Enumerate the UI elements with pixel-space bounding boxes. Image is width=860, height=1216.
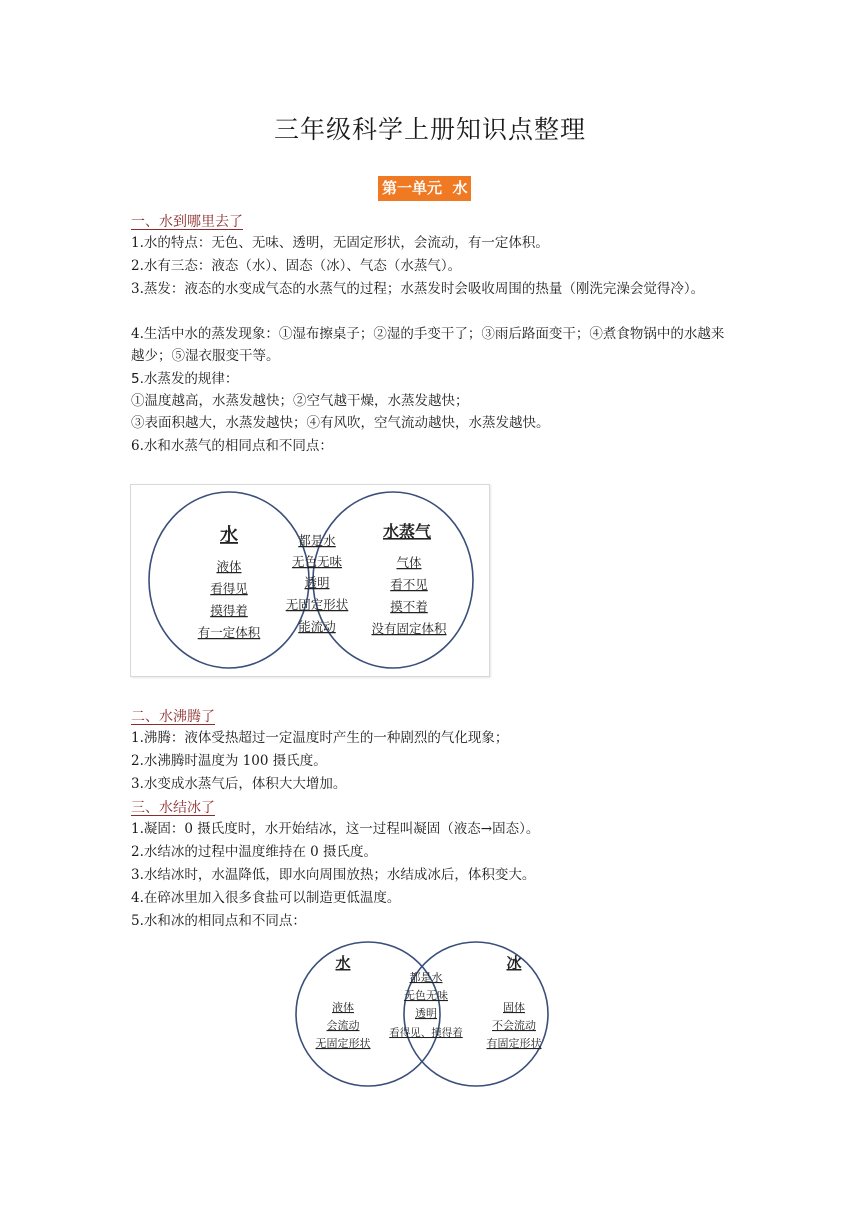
- text-line: 4.生活中水的蒸发现象：①湿布擦桌子；②湿的手变干了；③雨后路面变干；④煮食物锅中的水越来越少；⑤湿衣服变干等。: [131, 326, 725, 364]
- venn-right-item: 摸不着: [390, 599, 428, 614]
- venn-left-item: 摸得着: [210, 603, 248, 618]
- text-line: 1.沸腾：液体受热超过一定温度时产生的一种剧烈的气化现象；: [131, 730, 509, 746]
- venn-left-item: 液体: [216, 559, 242, 574]
- venn-middle-item: 能流动: [298, 619, 336, 634]
- text-line: ③表面积越大，水蒸发越快；④有风吹，空气流动越快，水蒸发越快。: [131, 415, 550, 431]
- venn-middle-item: 透明: [415, 1007, 437, 1020]
- venn-left-item: 会流动: [326, 1019, 360, 1032]
- venn-middle-item: 无固定形状: [285, 597, 349, 612]
- text-line: 1.凝固：0 摄氏度时，水开始结冰，这一过程叫凝固（液态→固态）。: [131, 821, 540, 837]
- venn-middle-item: 都是水: [298, 533, 336, 548]
- text-line: 6.水和水蒸气的相同点和不同点：: [131, 438, 333, 454]
- text-line: 5.水和冰的相同点和不同点：: [131, 913, 306, 929]
- venn-left-title: 水: [335, 954, 351, 972]
- text-line: ①温度越高，水蒸发越快；②空气越干燥，水蒸发越快；: [131, 393, 469, 409]
- section-heading-3: 三、水结冰了: [131, 800, 215, 816]
- text-line: 5.水蒸发的规律：: [131, 371, 239, 387]
- venn-middle-item: 都是水: [409, 971, 443, 984]
- text-line: 1.水的特点：无色、无味、透明，无固定形状，会流动，有一定体积。: [131, 235, 549, 251]
- text-line: 3.水变成水蒸气后，体积大大增加。: [131, 776, 347, 792]
- venn-left-item: 有一定体积: [197, 625, 261, 640]
- venn-middle-item: 无色无味: [404, 989, 448, 1002]
- venn-right-item: 气体: [396, 555, 422, 570]
- venn-left-item: 液体: [332, 1001, 354, 1014]
- text-line: 3.水结冰时，水温降低，即水向周围放热；水结成冰后，体积变大。: [131, 867, 536, 883]
- venn-right-item: 不会流动: [492, 1019, 536, 1032]
- venn-middle-item: 看得见、摸得着: [389, 1027, 463, 1039]
- venn-middle-item: 透明: [304, 575, 330, 590]
- venn-diagram-water-steam: [130, 484, 490, 677]
- venn-circle-left: [149, 492, 309, 668]
- venn-right-item: 没有固定体积: [371, 621, 447, 636]
- page-title: 三年级科学上册知识点整理: [273, 115, 586, 144]
- venn-right-item: 有固定形状: [486, 1037, 542, 1050]
- venn-right-title: 冰: [506, 954, 522, 972]
- venn-left-title: 水: [220, 525, 238, 546]
- venn-diagram-water-ice: [290, 936, 560, 1092]
- text-line: 2.水有三态：液态（水）、固态（冰）、气态（水蒸气）。: [131, 258, 462, 274]
- venn-right-title: 水蒸气: [382, 522, 432, 541]
- section-heading-2: 二、水沸腾了: [131, 709, 215, 725]
- venn-middle-item: 无色无味: [291, 554, 343, 569]
- venn-svg-water-steam: [131, 485, 489, 676]
- venn-left-item: 无固定形状: [315, 1037, 371, 1050]
- venn-right-item: 看不见: [390, 577, 428, 592]
- unit-badge: 第一单元 水: [378, 176, 471, 201]
- venn-right-item: 固体: [503, 1001, 525, 1014]
- text-line: 2.水沸腾时温度为 100 摄氏度。: [131, 753, 327, 769]
- venn-left-item: 看得见: [210, 581, 248, 596]
- text-line: 3.蒸发：液态的水变成气态的水蒸气的过程；水蒸发时会吸收周围的热量（刚洗完澡会觉得冷）。: [131, 281, 705, 297]
- text-line: 2.水结冰的过程中温度维持在 0 摄氏度。: [131, 844, 378, 860]
- section-heading-1: 一、水到哪里去了: [131, 214, 243, 230]
- text-line: 4.在碎冰里加入很多食盐可以制造更低温度。: [131, 890, 401, 906]
